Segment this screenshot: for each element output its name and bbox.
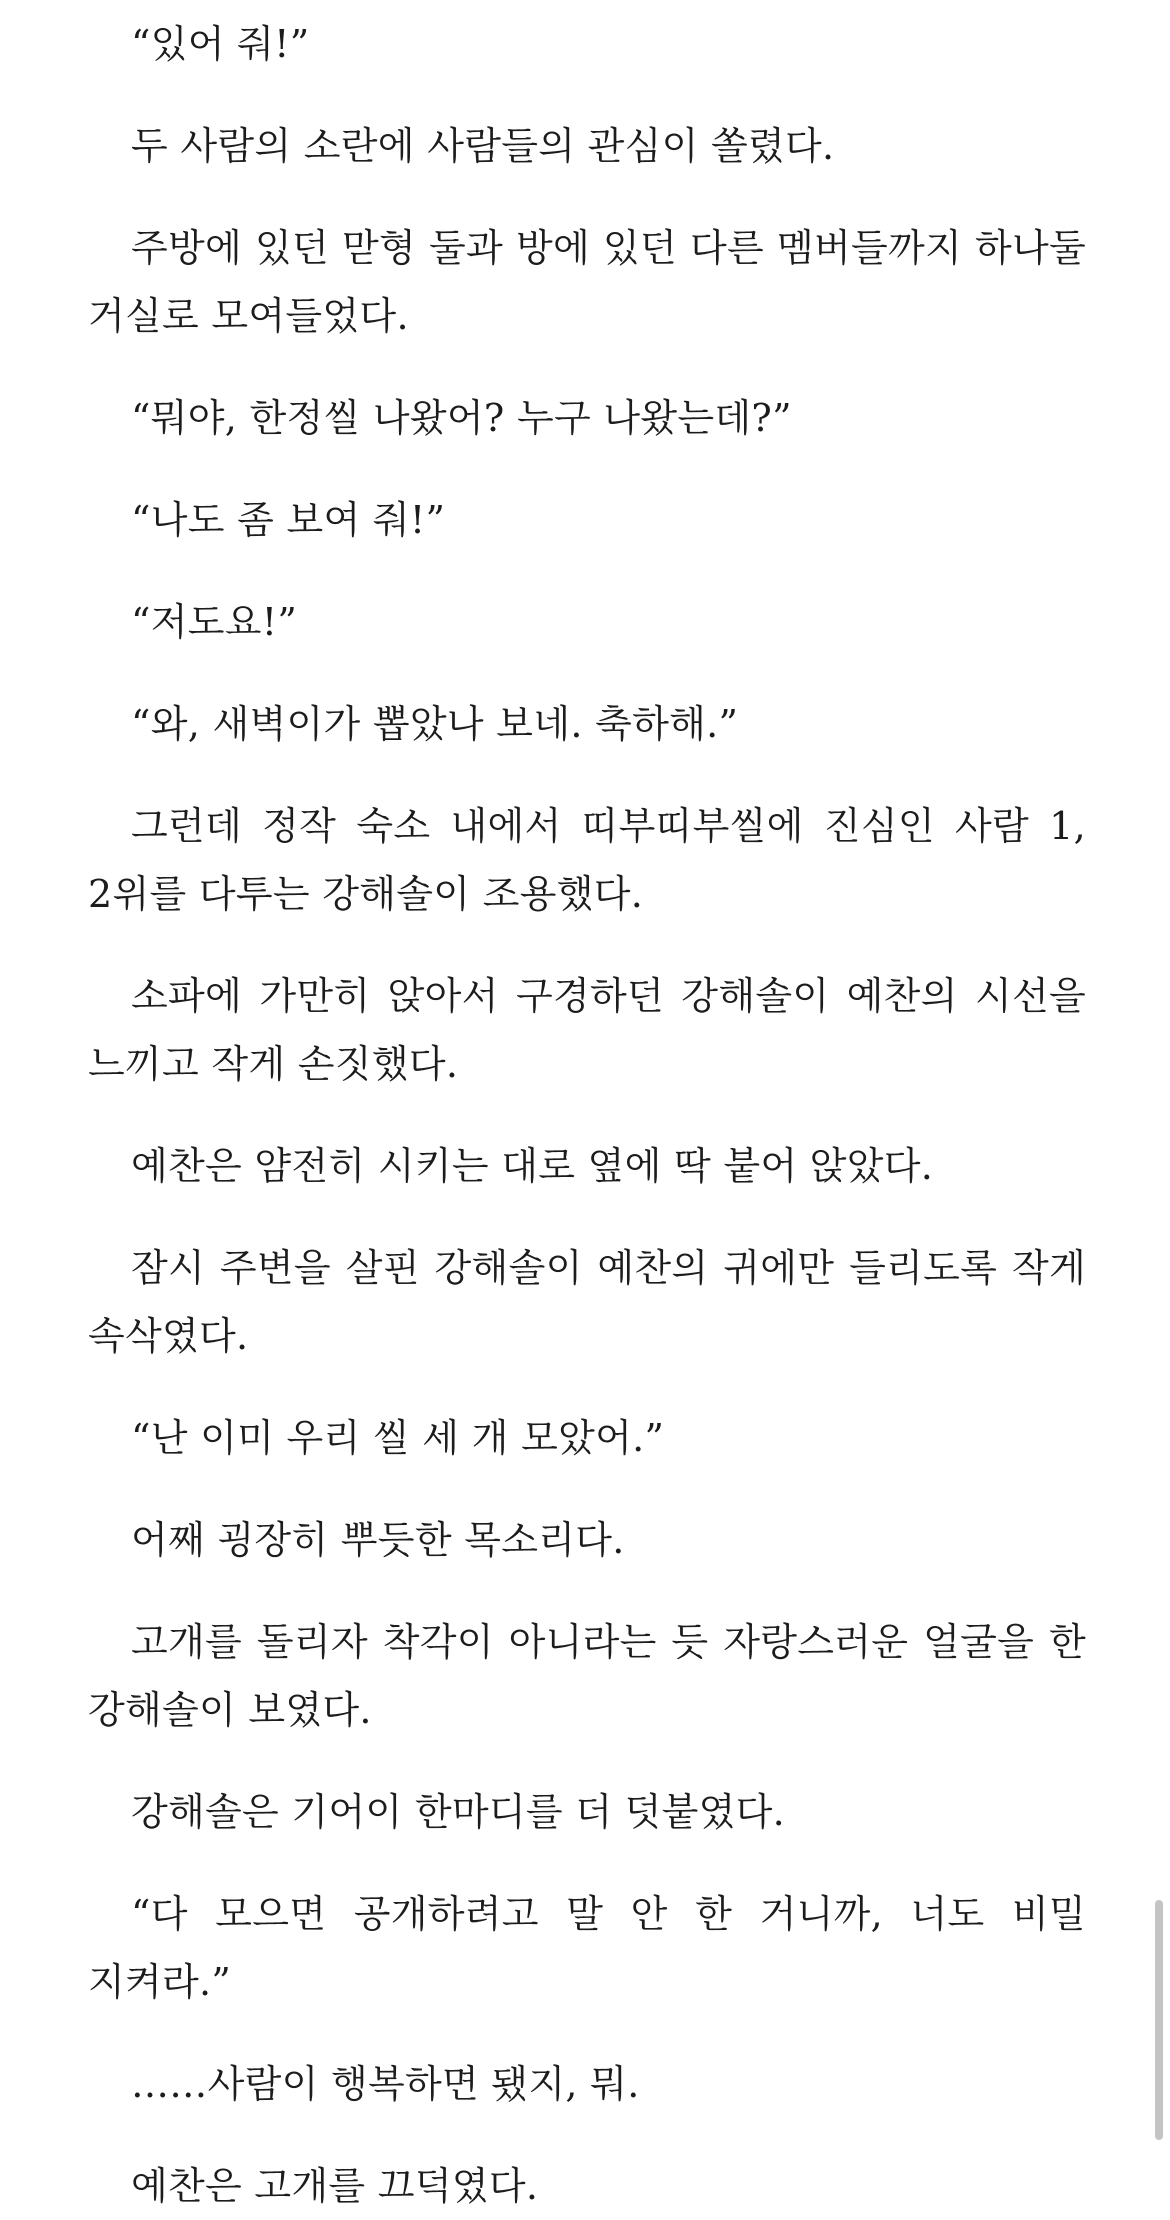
paragraph: 어째 굉장히 뿌듯한 목소리다. — [131, 1518, 625, 1562]
scrollbar-thumb[interactable] — [1155, 1900, 1163, 2140]
paragraph: 고개를 돌리자 착각이 아니라는 듯 자랑스러운 얼굴을 한 강해솔이 보였다. — [88, 1620, 1086, 1732]
paragraph: 예찬은 얌전히 시키는 대로 옆에 딱 붙어 앉았다. — [131, 1144, 934, 1188]
paragraph: “와, 새벽이가 뽑았나 보네. 축하해.” — [131, 702, 739, 746]
paragraph: 강해솔은 기어이 한마디를 더 덧붙였다. — [131, 1790, 786, 1834]
paragraph: 예찬은 고개를 끄덕였다. — [131, 2164, 539, 2208]
paragraph: 잠시 주변을 살핀 강해솔이 예찬의 귀에만 들리도록 작게 속삭였다. — [88, 1246, 1086, 1358]
vertical-scrollbar[interactable] — [1150, 0, 1170, 2146]
paragraph: “다 모으면 공개하려고 말 안 한 거니까, 너도 비밀 지켜라.” — [88, 1892, 1086, 2004]
paragraph: “나도 좀 보여 줘!” — [131, 498, 446, 542]
paragraph: ……사람이 행복하면 됐지, 뭐. — [131, 2062, 640, 2106]
paragraph: “뭐야, 한정씰 나왔어? 누구 나왔는데?” — [131, 396, 792, 440]
paragraph: “난 이미 우리 씰 세 개 모았어.” — [131, 1416, 665, 1460]
paragraph: “있어 줘!” — [131, 22, 310, 66]
paragraph: 두 사람의 소란에 사람들의 관심이 쏠렸다. — [131, 124, 835, 168]
text-column — [88, 0, 1086, 2220]
paragraph: 그런데 정작 숙소 내에서 띠부띠부씰에 진심인 사람 1, 2위를 다투는 강해솔이 조용했다. — [88, 804, 1086, 916]
paragraph: 소파에 가만히 앉아서 구경하던 강해솔이 예찬의 시선을 느끼고 작게 손짓했다. — [88, 974, 1086, 1086]
paragraph: “저도요!” — [131, 600, 298, 644]
paragraph: 주방에 있던 맏형 둘과 방에 있던 다른 멤버들까지 하나둘 거실로 모여들었다. — [88, 226, 1086, 338]
